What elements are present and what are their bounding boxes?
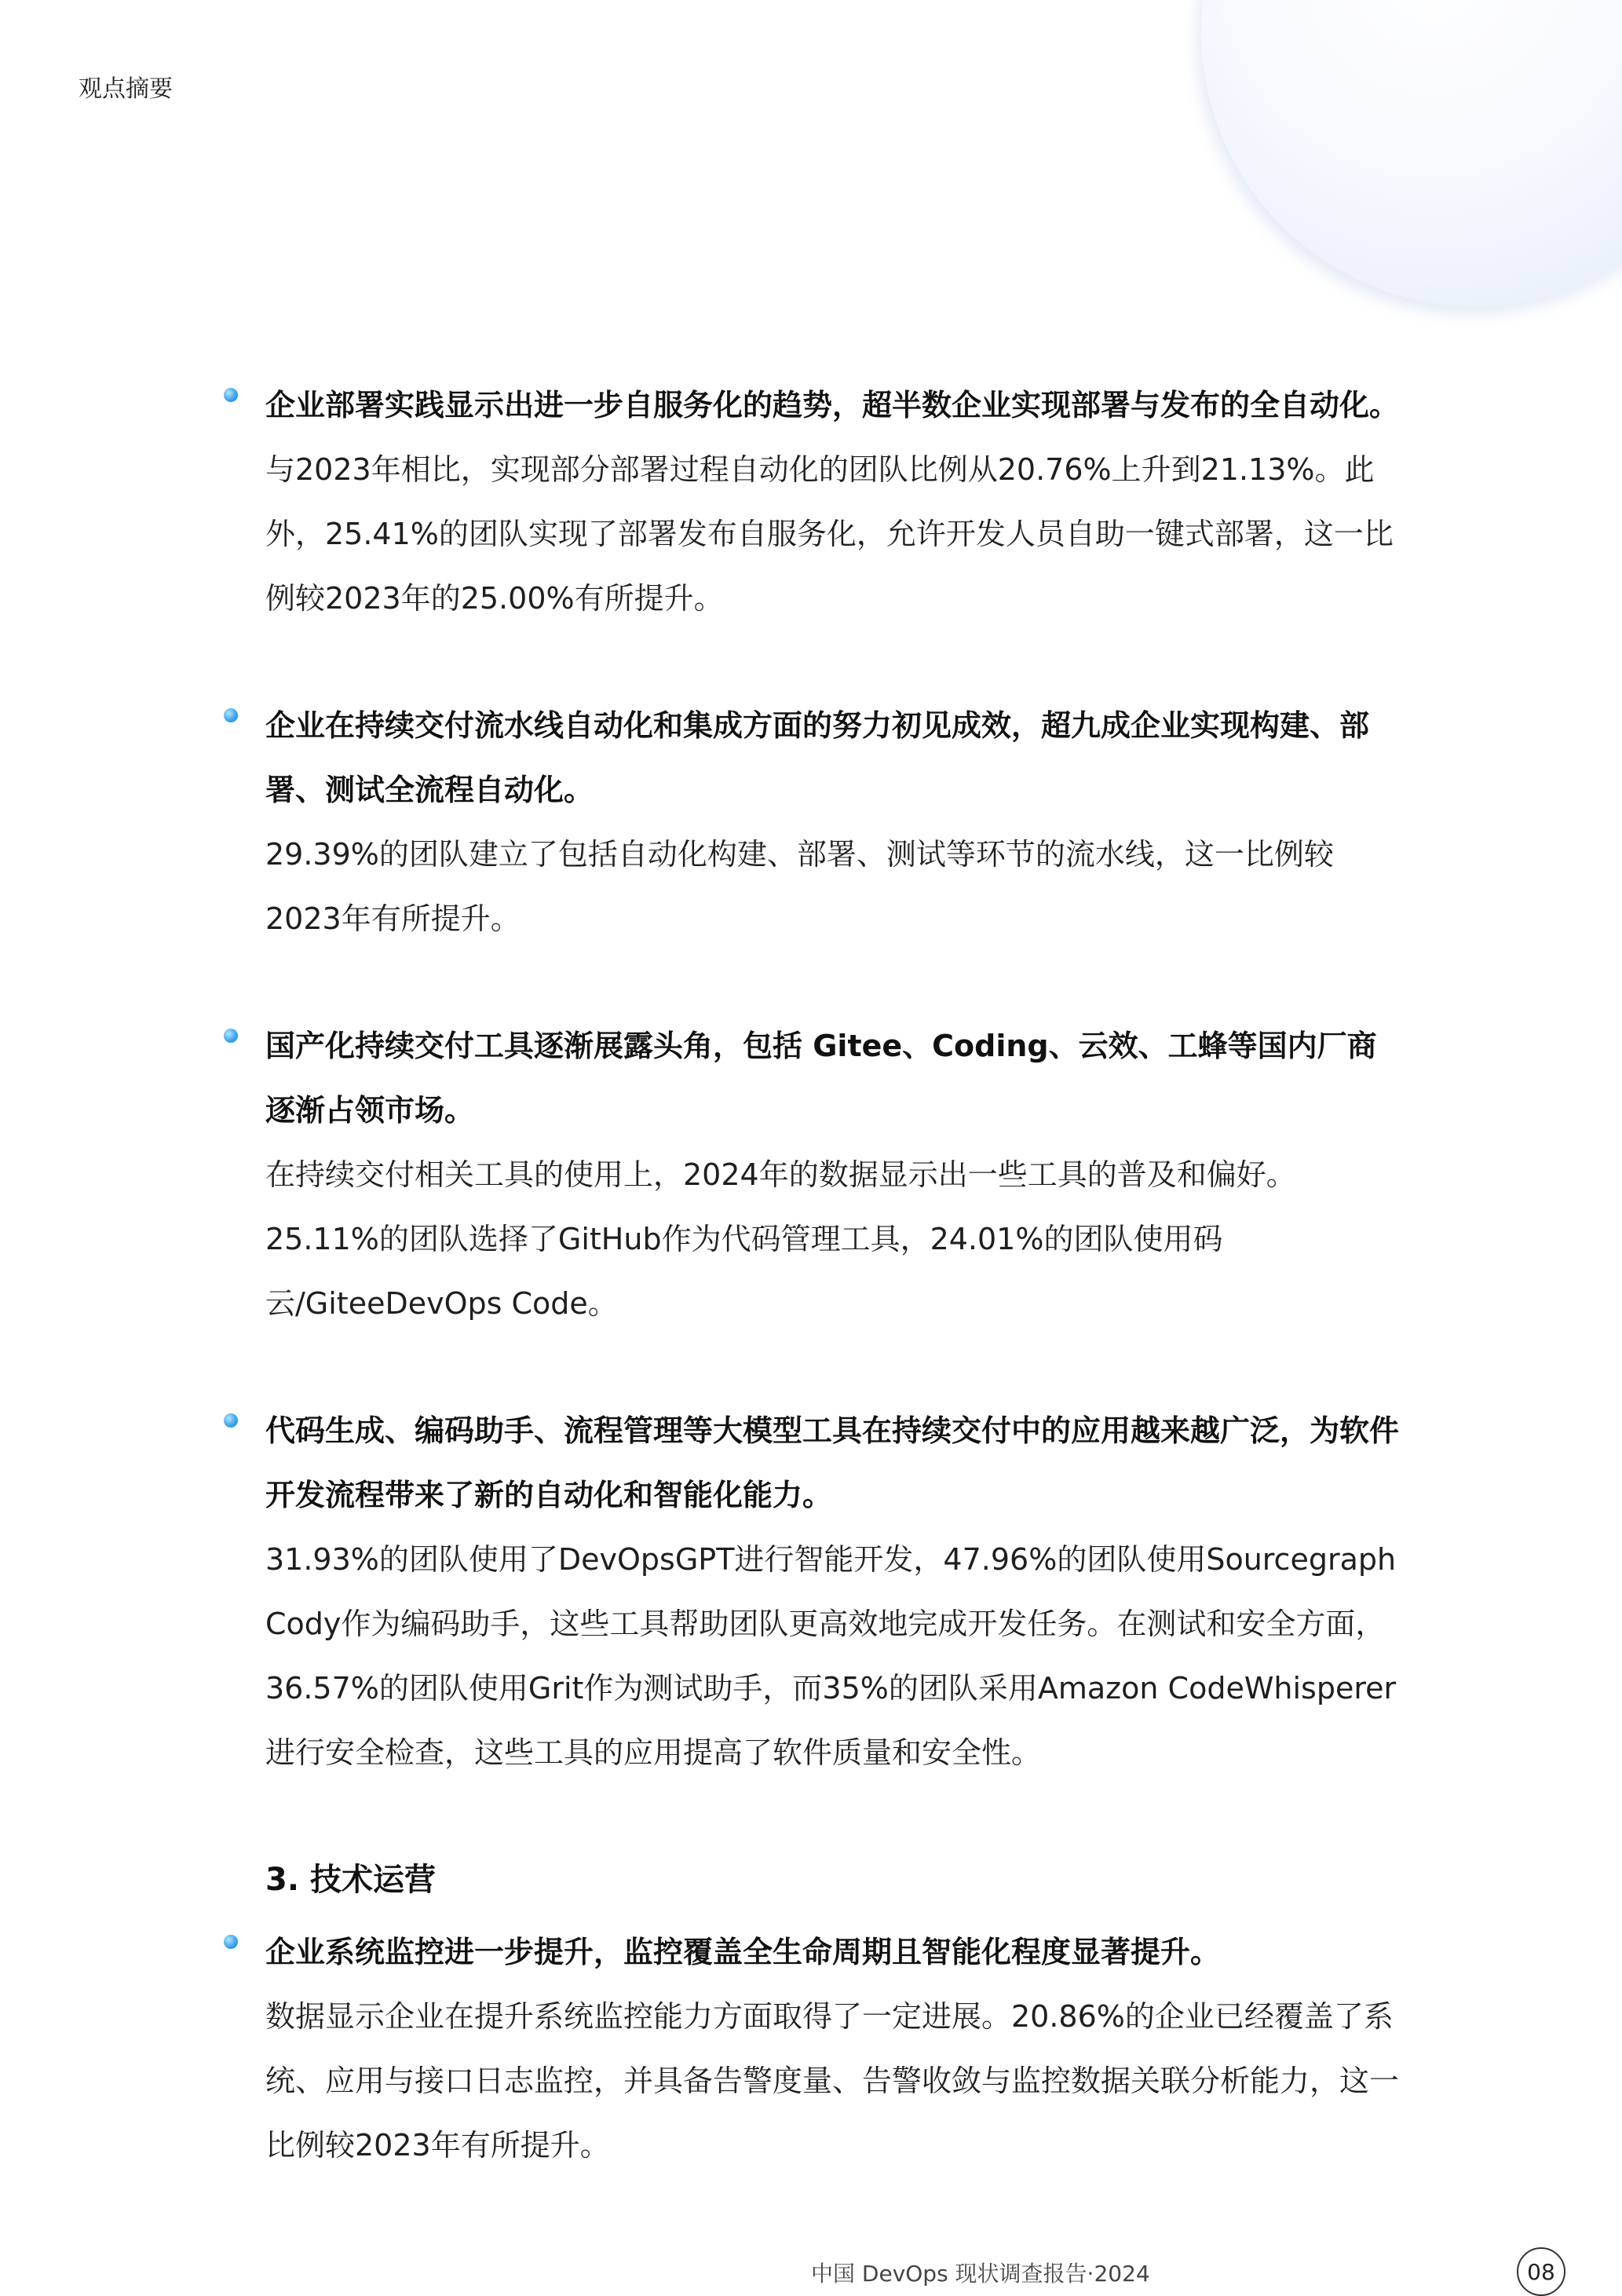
page-number: 08 [1517,2247,1565,2296]
list-item [228,1014,1405,1336]
item-title: 企业系统监控进一步提升，监控覆盖全生命周期且智能化程度显著提升。 [265,1935,1221,1969]
list-item [228,373,1405,631]
item-body: 与2023年相比，实现部分部署过程自动化的团队比例从20.76%上升到21.13%。此外，25.41%的团队实现了部署发布自服务化，允许开发人员自助一键式部署，这一比例较2023年的25.00%有所提升。 [265,452,1394,616]
list-item [228,693,1405,951]
bullet-dot-icon [224,1029,238,1043]
list-item [228,1920,1405,2177]
list-item [228,1398,1405,1785]
item-body: 在持续交付相关工具的使用上，2024年的数据显示出一些工具的普及和偏好。25.11%的团队选择了GitHub作为代码管理工具，24.01%的团队使用码云/GiteeDevOps Code。 [265,1157,1296,1321]
footer-report-title: 中国 DevOps 现状调查报告·2024 [811,2261,1150,2287]
section-heading: 3. 技术运营 [265,1862,436,1898]
item-title: 企业部署实践显示出进一步自服务化的趋势，超半数企业实现部署与发布的全自动化。 [265,388,1400,422]
item-body: 31.93%的团队使用了DevOpsGPT进行智能开发，47.96%的团队使用Sourcegraph Cody作为编码助手，这些工具帮助团队更高效地完成开发任务。在测试和安全方面，36.57%的团队使用Grit作为测试助手，而35%的团队采用Amazon CodeWhisperer进行安全检查，这些工具的应用提高了软件质量和安全性。 [265,1542,1397,1770]
item-body: 数据显示企业在提升系统监控能力方面取得了一定进展。20.86%的企业已经覆盖了系统、应用与接口日志监控，并具备告警度量、告警收敛与监控数据关联分析能力，这一比例较2023年有所提升。 [265,1999,1400,2163]
bullet-dot-icon [224,388,238,402]
item-title: 企业在持续交付流水线自动化和集成方面的努力初见成效，超九成企业实现构建、部署、测试全流程自动化。 [265,708,1370,807]
item-title: 国产化持续交付工具逐渐展露头角，包括 Gitee、Coding、云效、工蜂等国内厂商逐渐占领市场。 [265,1029,1377,1128]
decorative-circle [1201,0,1622,306]
item-title: 代码生成、编码助手、流程管理等大模型工具在持续交付中的应用越来越广泛，为软件开发流程带来了新的自动化和智能化能力。 [265,1413,1400,1512]
item-body: 29.39%的团队建立了包括自动化构建、部署、测试等环节的流水线，这一比例较2023年有所提升。 [265,837,1334,936]
bullet-dot-icon [224,1935,238,1949]
main-content [228,373,1405,2177]
bullet-dot-icon [224,708,238,722]
section-label: 观点摘要 [79,75,173,103]
bullet-dot-icon [224,1413,238,1428]
